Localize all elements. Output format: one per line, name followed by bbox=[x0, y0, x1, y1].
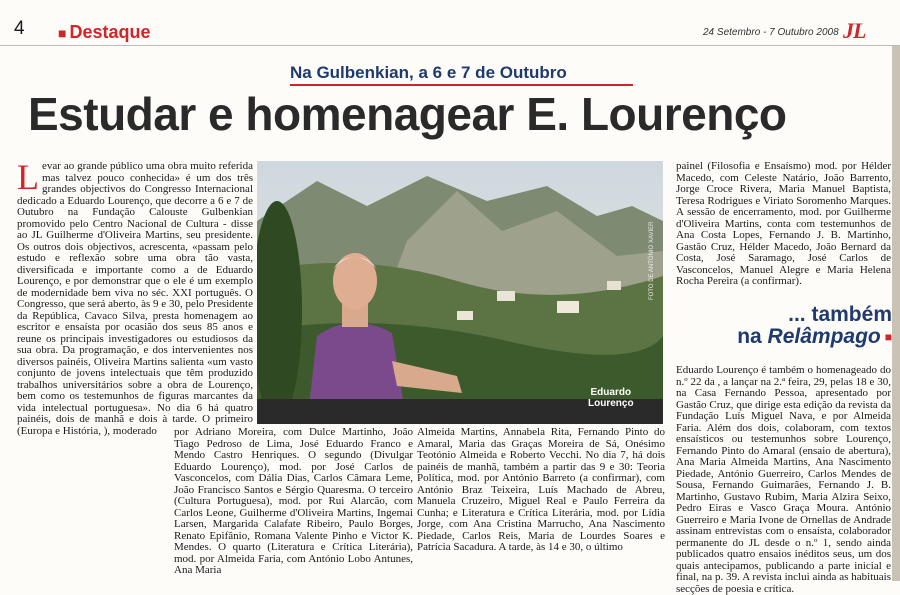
photo-caption-line-2: Lourenço bbox=[588, 398, 634, 409]
issue-date: 24 Setembro - 7 Outubro 2008 bbox=[703, 27, 839, 38]
photo-caption bbox=[588, 387, 634, 409]
photo-credit: FOTO DE ANTÓNIO XAVIER bbox=[649, 221, 655, 300]
subhead-line-1: ... também bbox=[788, 303, 892, 326]
headline: Estudar e homenagear E. Lourenço bbox=[28, 88, 787, 140]
drop-cap: L bbox=[17, 157, 39, 197]
column-1-text: evar ao grande público uma obra muito referida mas talvez pouco conhecida» é um dos três grandes objectivos do Congresso Internacional dedicado a Eduardo Lourenço, que decorre a 6 e 7 de Outubro na Fundação Calouste Gulbenkian promovido pelo Centro Nacional de Cultura - disse ao JL Guilherme d'Oliveira Martins, seu presidente. Os outros dois objectivos, acrescenta, «passam pelo estudo e reflexão sobre uma obra tão vasta, diversificada e importante como a de Eduardo Lourenço, e por demonstrar que o ele é um exemplo de modernidade bem viva no séc. XXI português. O Congresso, que será aberto, às 9 e 30, pelo Presidente da República, Cavaco Silva, presta homenagem ao escritor e ensaísta por ocasião dos seus 85 anos e reune os principais investigadores ou estudiosos da sua obra. Da programação, e dos intervenientes nos diversos painéis, Oliveira Martins salienta «um vasto conjunto de jovens intelectuais que têm produzido trabalhos universitários sobre a obra de Lourenço, bem como os testemunhos de figuras marcantes da vida intelectual portuguesa». No dia 6 há quatro painéis, dois de manhã e dois à tarde. O primeiro (Europa e História, ), moderado bbox=[17, 160, 253, 437]
article-column-4 bbox=[676, 161, 891, 288]
header-rule bbox=[0, 45, 900, 46]
next-page-edge bbox=[892, 45, 900, 581]
column-5-text: Eduardo Lourenço é também o homenageado do n.º 22 da , a lançar na 2.ª feira, 29, pelas 18 e 30, na Casa Fernando Pessoa, apresentado por Gastão Cruz, que dirige esta edição da revista da Fundação Luís Miguel Nava, e por Almeida Faria. Além dos dois, colaboram, com textos ensaísticos ou testemunhos sobre Lourenço, Fernando Pinto do Amaral (ensaio de abertura), Ana Maria Almeida Martins, Ana Nascimento Piedade, António Guerreiro, Carlos Mendes de Sousa, Fernando Guimarães, Fernando J. B. Martinho, Gustavo Rubim, Maria Alzira Seixo, Pedro Eiras e Vasco Graça Moura. António Guerreiro e Maria Ivone de Ornellas de Andrade assinam entrevistas com o ensaísta, colaborador permanente do JL desde o n.º 1, sendo ainda publicados quatro ensaios inéditos seus, um dos quais antecipamos, publicando a parte inicial e final, na p. 39. A revista inclui ainda as habituais secções de poesia e crítica. bbox=[676, 364, 891, 595]
photo-caption-line-1: Eduardo bbox=[590, 387, 632, 398]
article-column-1 bbox=[17, 157, 253, 437]
page-number: 4 bbox=[14, 18, 25, 39]
section-label bbox=[58, 22, 151, 43]
subhead-square-icon: ■ bbox=[884, 330, 892, 345]
article-column-5 bbox=[676, 365, 891, 595]
photo-illustration bbox=[257, 161, 663, 424]
article-column-3 bbox=[417, 427, 665, 554]
article-column-2 bbox=[174, 427, 413, 577]
jl-logo: JL bbox=[843, 18, 866, 43]
subhead-magazine: Relâmpago bbox=[767, 325, 881, 348]
subhead-prefix: na bbox=[737, 325, 768, 348]
subhead-line-2 bbox=[712, 326, 892, 348]
column-3-text: Almeida Martins, Annabela Rita, Fernando Pinto do Amaral, Maria das Graças Moreira de Sá, Onésimo Teotónio Almeida e Roberto Vecchi. No dia 7, há dois painéis de manhã, também a partir das 9 e 30: Teoria Política, mod. por António Barreto (a confirmar), com António Braz Teixeira, Luís Machado de Abreu, Manuela Cruzeiro, Miguel Real e Paulo Ferreira da Cunha; e Literatura e Crítica Literária, mod. por Lídia Jorge, com Ana Cristina Marrucho, Ana Nascimento Piedade, Carlos Reis, Maria de Lourdes Soares e Patrícia Sacadura. A tarde, às 14 e 30, o último bbox=[417, 426, 665, 553]
column-2-text: por Adriano Moreira, com Dulce Martinho, João Tiago Pedroso de Lima, José Eduardo Franco e Mendo Castro Henriques. O segundo (Divulgar Eduardo Lourenço), mod. por José Carlos de Vasconcelos, com Dália Dias, Carlos Câmara Leme, João Francisco Santos e Sérgio Quaresma. O terceiro (Cultura Portuguesa), mod. por Rui Alarcão, com Carlos Leone, Guilherme d'Oliveira Martins, Ingemai Larsen, Margarida Calafate Ribeiro, Paulo Borges, Renato Epifânio, Romana Valente Pinho e Victor K. Mendes. O quarto (Literatura e Crítica Literária), mod. por Almeida Faria, com António Lobo Antunes, Ana Maria bbox=[174, 426, 413, 576]
column-4-text: painel (Filosofia e Ensaísmo) mod. por Hélder Macedo, com Celeste Natário, João Barrento, Jorge Croce Rivera, Maria Manuel Baptista, Teresa Rodrigues e Viriato Soromenho Marques. A sessão de encerramento, mod. por Guilherme d'Oliveira Martins, conta com testemunhos de Ana Costa Lopes, Fernando J. B. Martinho, Gastão Cruz, Hélder Macedo, João Bernard da Costa, José Saramago, José Carlos de Vasconcelos, Manuel Alegre e Maria Helena Rocha Pereira (a confirmar). bbox=[676, 160, 891, 287]
portrait-photo bbox=[257, 161, 663, 424]
kicker: Na Gulbenkian, a 6 e 7 de Outubro bbox=[290, 63, 567, 82]
subhead bbox=[712, 304, 892, 348]
section-title: Destaque bbox=[69, 22, 151, 42]
section-square-icon: ■ bbox=[58, 25, 67, 41]
